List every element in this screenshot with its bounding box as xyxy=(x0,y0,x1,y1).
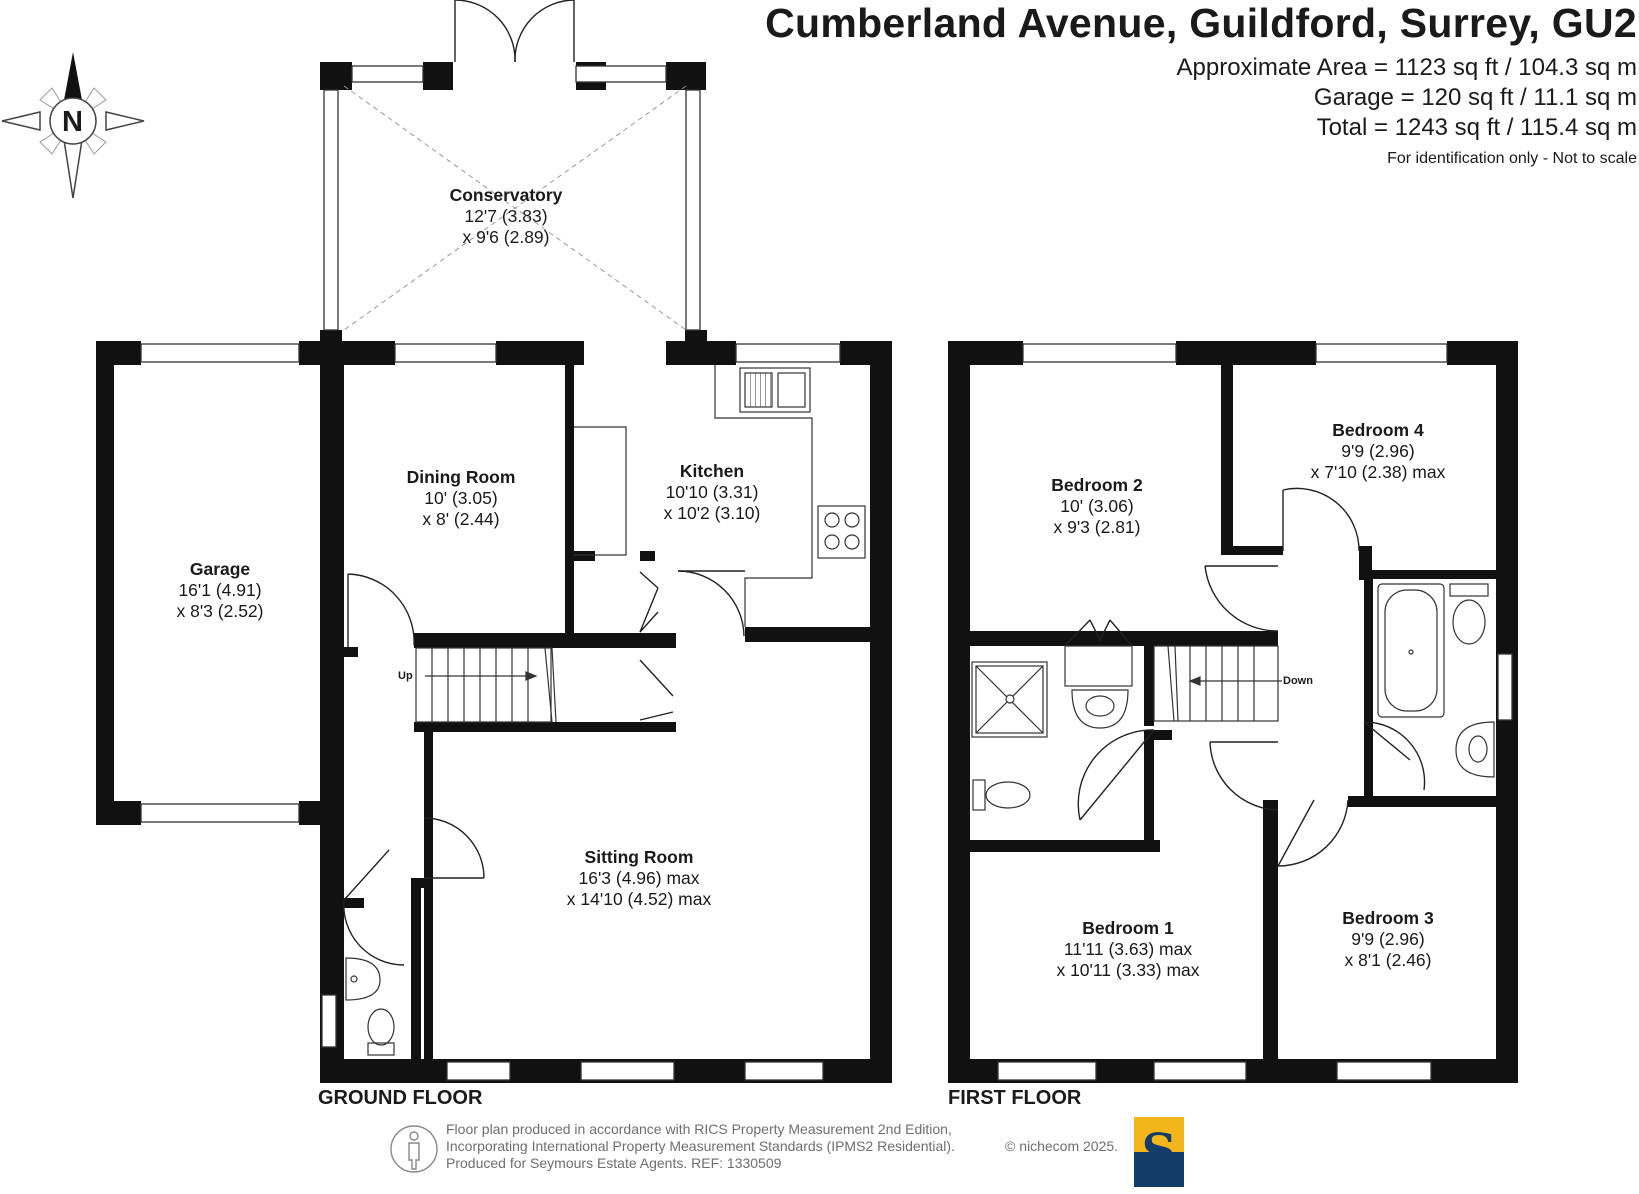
room-garage xyxy=(177,559,264,622)
ipms-person-icon xyxy=(391,1126,437,1172)
room-name: Bedroom 3 xyxy=(1342,908,1434,928)
stairs-down-label: Down xyxy=(1283,675,1313,687)
room-name: Bedroom 2 xyxy=(1051,475,1143,495)
room-dim: 16'1 (4.91) xyxy=(178,580,262,600)
room-name: Dining Room xyxy=(406,467,516,487)
room-dim: x 10'11 (3.33) max xyxy=(1056,960,1200,980)
room-dim: 9'9 (2.96) xyxy=(1341,441,1415,461)
room-dim: x 9'3 (2.81) xyxy=(1053,517,1141,537)
footer-line: Incorporating International Property Measurement Standards (IPMS2 Residential). xyxy=(446,1138,955,1154)
room-bedroom-2 xyxy=(1051,475,1142,538)
first-floor-label: FIRST FLOOR xyxy=(948,1087,1082,1109)
first-floor-fixtures xyxy=(972,584,1494,810)
room-dim: 16'3 (4.96) max xyxy=(578,868,700,888)
room-name: Garage xyxy=(189,559,251,579)
area-line-approximate: Approximate Area = 1123 sq ft / 104.3 sq m xyxy=(1176,54,1637,81)
room-dim: x 8' (2.44) xyxy=(422,509,500,529)
seymours-logo xyxy=(1134,1117,1184,1187)
copyright-notice: © nichecom 2025. xyxy=(1005,1138,1119,1154)
footer-line: Produced for Seymours Estate Agents. REF: 1330509 xyxy=(446,1155,782,1171)
room-sitting-room xyxy=(567,847,711,910)
room-dim: x 8'1 (2.46) xyxy=(1344,950,1432,970)
room-bedroom-3 xyxy=(1342,908,1433,971)
area-line-garage: Garage = 120 sq ft / 11.1 sq m xyxy=(1313,84,1637,111)
room-kitchen xyxy=(664,461,761,524)
room-conservatory xyxy=(450,185,563,248)
room-dim: x 9'6 (2.89) xyxy=(462,227,550,247)
footer-line: Floor plan produced in accordance with RICS Property Measurement 2nd Edition, xyxy=(446,1121,952,1137)
ground-floor-label: GROUND FLOOR xyxy=(318,1087,483,1109)
room-name: Bedroom 4 xyxy=(1332,420,1424,440)
compass-north-label: N xyxy=(62,106,83,138)
room-name: Kitchen xyxy=(679,461,745,481)
logo-letter: S xyxy=(1141,1124,1177,1180)
room-dining-room xyxy=(407,467,516,530)
room-name: Bedroom 1 xyxy=(1082,918,1174,938)
room-bedroom-1 xyxy=(1056,918,1199,981)
room-dim: 10' (3.06) xyxy=(1060,496,1134,516)
room-name: Conservatory xyxy=(449,185,563,205)
identification-note: For identification only - Not to scale xyxy=(1387,150,1637,167)
room-dim: x 10'2 (3.10) xyxy=(663,503,761,523)
room-dim: 10'10 (3.31) xyxy=(665,482,759,502)
room-dim: x 14'10 (4.52) max xyxy=(566,889,712,909)
room-dim: 11'11 (3.63) max xyxy=(1063,939,1193,959)
stairs-up-label: Up xyxy=(398,670,413,682)
property-title: Cumberland Avenue, Guildford, Surrey, GU2 xyxy=(765,0,1637,46)
area-line-total: Total = 1243 sq ft / 115.4 sq m xyxy=(1316,114,1637,141)
room-dim: 9'9 (2.96) xyxy=(1351,929,1425,949)
room-dim: x 7'10 (2.38) max xyxy=(1310,462,1446,482)
room-name: Sitting Room xyxy=(584,847,694,867)
room-dim: 10' (3.05) xyxy=(424,488,498,508)
room-dim: 12'7 (3.83) xyxy=(464,206,548,226)
room-bedroom-4 xyxy=(1311,420,1446,483)
room-dim: x 8'3 (2.52) xyxy=(176,601,264,621)
footer-disclaimer xyxy=(446,1121,955,1172)
